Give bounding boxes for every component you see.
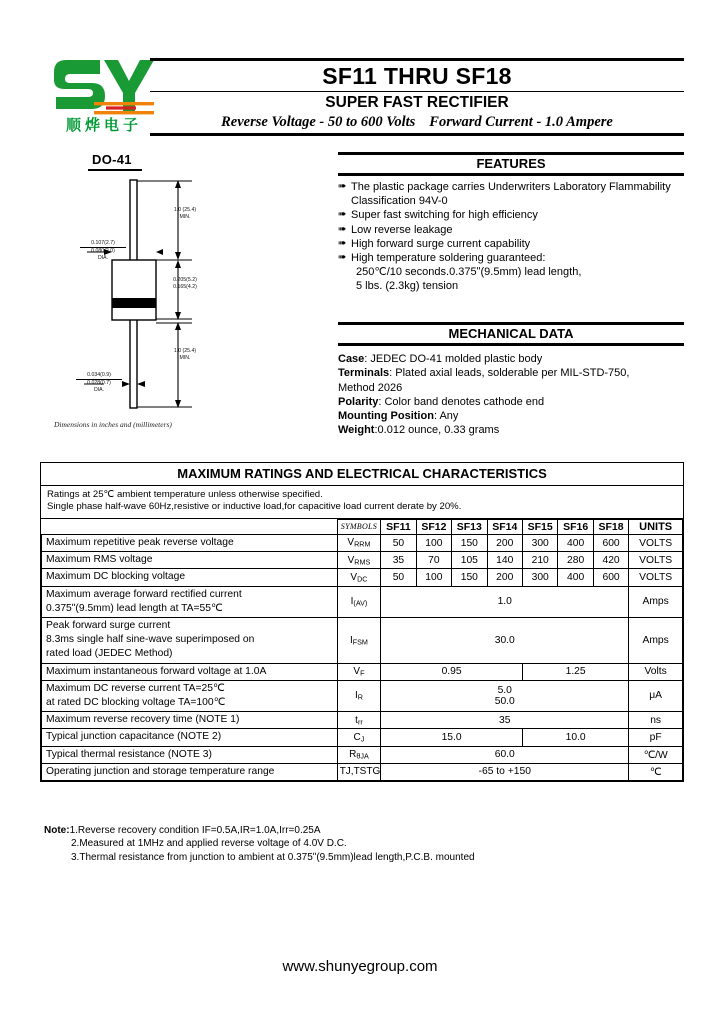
row-symbol: VRRM [337,534,381,551]
row-symbol: trr [337,712,381,729]
row-value-split-left: 15.0 [381,729,523,746]
row-value-merged: 60.0 [381,746,629,763]
bullet-icon: ➠ [338,223,347,235]
dim-lead-diameter: 0.034(0.9) 0.028(0.7) DIA. [76,372,122,393]
feature-item: ➠ Low reverse leakage [338,223,453,236]
row-value: 100 [416,569,451,586]
mechanical-item: Polarity: Color band denotes cathode end [338,395,545,408]
table-row [42,663,683,680]
row-units: VOLTS [629,552,683,569]
row-units: VOLTS [629,534,683,551]
tagline-left: Reverse Voltage - 50 to 600 Volts [221,114,416,131]
row-value-merged: 35 [381,712,629,729]
row-value-split-left: 0.95 [381,663,523,680]
table-row [42,552,683,569]
table-row [42,680,683,711]
page-title: SF11 THRU SF18 [322,63,512,89]
row-value-merged: 30.0 [381,617,629,663]
table-header-row [42,519,683,534]
tagline-right: Forward Current - 1.0 Ampere [429,114,613,131]
row-symbol: VF [337,663,381,680]
table-row [42,534,683,551]
package-drawing [42,152,332,444]
row-units: Amps [629,617,683,663]
footnotes [44,824,684,864]
page-header [40,58,684,148]
footnote-item: Note:1.Reverse recovery condition IF=0.5A,IR=1.0A,Irr=0.25A [44,825,321,836]
row-symbol: VDC [337,569,381,586]
do41-outline-drawing [42,152,332,444]
header-part-sf18: SF18 [593,519,628,534]
company-logo [50,58,158,146]
bullet-icon: ➠ [338,181,347,192]
row-value: 140 [487,552,522,569]
row-symbol: CJ [337,729,381,746]
feature-item: ➠ High forward surge current capability [338,237,531,250]
row-param: Operating junction and storage temperature range [42,763,338,780]
footnote-item: 3.Thermal resistance from junction to ambient at 0.375ʺ(9.5mm)lead length,P.C.B. mounted [71,851,475,863]
row-value: 280 [558,552,593,569]
bullet-icon: ➠ [338,209,347,221]
row-value: 210 [522,552,557,569]
row-symbol: VRMS [337,552,381,569]
features-panel [338,152,684,294]
row-value: 70 [416,552,451,569]
mechanical-item: Terminals: Plated axial leads, solderable per MIL-STD-750, [338,367,630,380]
table-row [42,729,683,746]
table-row [42,763,683,780]
row-units: ℃/W [629,746,683,763]
footer-website: www.shunyegroup.com [282,958,438,975]
dim-lead-bottom: 1.0 (25.4) MIN. [173,348,197,361]
drawing-caption: Dimensions in inches and (millimeters) [54,420,172,429]
table-row [42,712,683,729]
title-block [150,58,684,136]
row-value-split-right: 10.0 [522,729,628,746]
row-units: Volts [629,663,683,680]
header-blank [42,519,338,534]
row-symbol: RθJA [337,746,381,763]
bullet-icon: ➠ [338,237,347,249]
row-param: Maximum RMS voltage [42,552,338,569]
feature-item: ➠ The plastic package carries Underwriters Laboratory Flammability Classification 94V-0 [338,181,671,207]
row-param: Maximum DC reverse current TA=25℃ at rated DC blocking voltage TA=100℃ [42,680,338,711]
mechanical-item: Method 2026 [338,381,403,394]
table-row [42,569,683,586]
row-param: Maximum instantaneous forward voltage at 1.0A [42,663,338,680]
row-symbol: TJ,TSTG [337,763,381,780]
row-symbol: IR [337,680,381,711]
ratings-table-container [40,462,684,782]
header-part-sf13: SF13 [452,519,487,534]
header-part-sf12: SF12 [416,519,451,534]
feature-item: ➠ High temperature soldering guaranteed: 250℃/10 seconds.0.375ʺ(9.5mm) lead length, 5 lbs. (2.3kg) tension [338,252,582,293]
row-value: 150 [452,534,487,551]
header-part-sf16: SF16 [558,519,593,534]
row-units: μA [629,680,683,711]
mechanical-item: Weight:0.012 ounce, 0.33 grams [338,424,500,437]
row-value: 200 [487,569,522,586]
row-value-merged: 1.0 [381,586,629,617]
header-symbols: SYMBOLS [337,519,381,534]
row-value: 300 [522,569,557,586]
row-units: ℃ [629,763,683,780]
row-value: 400 [558,569,593,586]
package-title: DO-41 [92,152,132,167]
row-value-split-right: 1.25 [522,663,628,680]
dim-lead-top: 1.0 (25.4) MIN. [173,207,197,220]
feature-item: ➠ Super fast switching for high efficiency [338,209,538,222]
row-units: pF [629,729,683,746]
row-value: 100 [416,534,451,551]
row-value: 200 [487,534,522,551]
row-value: 300 [522,534,557,551]
row-symbol: IFSM [337,617,381,663]
table-row [42,586,683,617]
row-param: Typical thermal resistance (NOTE 3) [42,746,338,763]
row-value: 400 [558,534,593,551]
row-param: Maximum reverse recovery time (NOTE 1) [42,712,338,729]
ratings-title: MAXIMUM RATINGS AND ELECTRICAL CHARACTERISTICS [41,463,683,486]
header-part-sf15: SF15 [522,519,557,534]
row-symbol: I(AV) [337,586,381,617]
row-param: Peak forward surge current 8.3ms single half sine-wave superimposed on rated load (JEDEC Method) [42,617,338,663]
ratings-conditions: Ratings at 25℃ ambient temperature unless otherwise specified. Single phase half-wave 60Hz,resistive or inductive load,for capacitive load current derate by 20%. [41,486,683,519]
row-value: 50 [381,569,416,586]
row-units: VOLTS [629,569,683,586]
mechanical-panel [338,322,684,438]
row-param: Maximum DC blocking voltage [42,569,338,586]
tagline [150,112,684,133]
footnote-item: 2.Measured at 1MHz and applied reverse voltage of 4.0V D.C. [71,838,347,850]
row-value-merged: 5.0 50.0 [381,680,629,711]
features-heading: FEATURES [476,156,546,171]
mechanical-item: Case: JEDEC DO-41 molded plastic body [338,353,543,365]
dim-body-length: 0.205(5.2) 0.165(4.2) [173,277,197,290]
table-row [42,617,683,663]
row-value: 105 [452,552,487,569]
header-part-sf11: SF11 [381,519,416,534]
title-rule-bottom [150,133,684,136]
page-subtitle: SUPER FAST RECTIFIER [325,94,509,112]
features-list [338,176,684,294]
row-units: ns [629,712,683,729]
sy-logo-icon [50,58,158,120]
bullet-icon: ➠ [338,252,347,264]
row-param: Maximum average forward rectified current 0.375ʺ(9.5mm) lead length at TA=55℃ [42,586,338,617]
row-value: 50 [381,534,416,551]
mechanical-item: Mounting Position: Any [338,410,459,423]
table-row [42,746,683,763]
row-value: 35 [381,552,416,569]
dim-body-diameter: 0.107(2.7) 0.080(2.0) DIA. [80,240,126,261]
row-value: 600 [593,569,628,586]
header-units: UNITS [629,519,683,534]
row-value: 600 [593,534,628,551]
row-param: Maximum repetitive peak reverse voltage [42,534,338,551]
ratings-table [41,519,683,781]
row-value: 150 [452,569,487,586]
row-value: 420 [593,552,628,569]
header-part-sf14: SF14 [487,519,522,534]
notes-label: Note: [44,825,70,836]
row-value-merged: -65 to +150 [381,763,629,780]
company-name-chinese: 顺烨电子 [65,116,142,134]
mechanical-heading: MECHANICAL DATA [448,326,574,341]
mechanical-list [338,346,684,438]
row-param: Typical junction capacitance (NOTE 2) [42,729,338,746]
row-units: Amps [629,586,683,617]
